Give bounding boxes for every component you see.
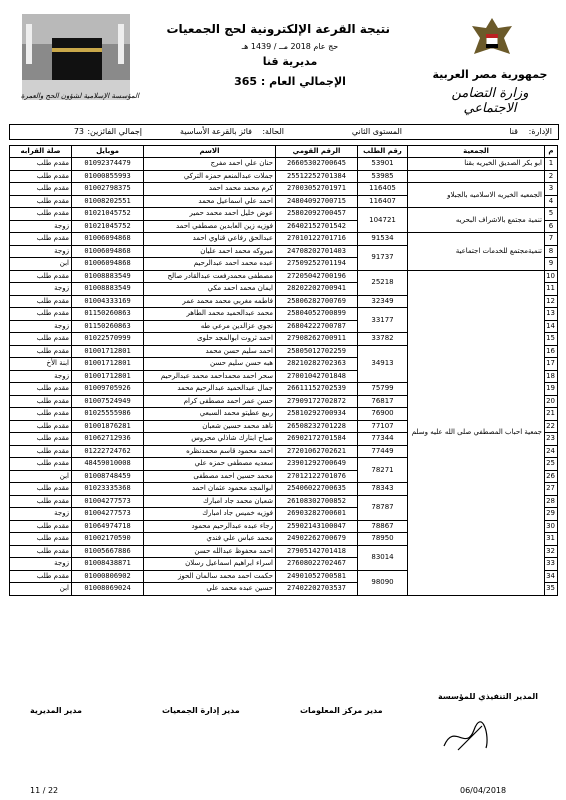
- row-index: 11: [545, 283, 558, 296]
- request-number: 104721: [358, 208, 408, 233]
- national-id: 27201062702621: [276, 445, 358, 458]
- request-number: 77449: [358, 445, 408, 458]
- request-number: 83014: [358, 545, 408, 570]
- person-name: جملات عبدالمنعم حمزه التركي: [144, 170, 276, 183]
- mobile-number: 01092374479: [72, 158, 144, 171]
- request-number: 76900: [358, 408, 408, 421]
- person-name: سحر احمد محمداحمد محمد عبدالرحيم: [144, 370, 276, 383]
- exec-head-label: المدير التنفيذي للمؤسسة: [438, 692, 539, 701]
- mobile-number: 01004333169: [72, 295, 144, 308]
- person-name: احمد محفوظ عبدالله حسن: [144, 545, 276, 558]
- relation: مقدم طلب: [10, 445, 72, 458]
- relation: مقدم طلب: [10, 183, 72, 196]
- person-name: رجاء عبده عبدالرحيم محمود: [144, 520, 276, 533]
- total-label: الإجمالي العام :: [260, 75, 346, 88]
- request-number: 77107: [358, 420, 408, 433]
- row-index: 26: [545, 470, 558, 483]
- mobile-number: 01150260863: [72, 308, 144, 321]
- relation: مقدم طلب: [10, 270, 72, 283]
- relation: مقدم طلب: [10, 408, 72, 421]
- col-header: موبايل: [72, 146, 144, 158]
- request-number: 78867: [358, 520, 408, 533]
- relation: ابنة الأخ: [10, 358, 72, 371]
- national-id: 25802092700457: [276, 208, 358, 221]
- table-body: [10, 158, 558, 596]
- row-index: 30: [545, 520, 558, 533]
- row-index: 5: [545, 208, 558, 221]
- request-number: 116407: [358, 195, 408, 208]
- national-id: 25810292700934: [276, 408, 358, 421]
- person-name: فوزيه زين العابدين مصطفي احمد: [144, 220, 276, 233]
- mobile-number: 01008202551: [72, 195, 144, 208]
- mobile-number: 01005667886: [72, 545, 144, 558]
- person-name: جمال عبدالحميد عبدالرحيم محمد: [144, 383, 276, 396]
- winners-label: إجمالي الفائزين:: [87, 127, 142, 136]
- row-index: 16: [545, 345, 558, 358]
- association-cell: تنميةمجتمع للخدمات اجتماعية: [408, 233, 545, 271]
- request-number: 77344: [358, 433, 408, 446]
- person-name: محمد عبدالحميد محمد الطاهر: [144, 308, 276, 321]
- row-index: 8: [545, 245, 558, 258]
- mobile-number: 01002170590: [72, 533, 144, 546]
- relation: مقدم طلب: [10, 533, 72, 546]
- eagle-emblem-icon: [466, 14, 518, 66]
- person-name: احمد علي اسماعيل محمد: [144, 195, 276, 208]
- request-number: 78950: [358, 533, 408, 546]
- republic-label: جمهورية مصر العربية: [432, 68, 548, 81]
- national-id: 26804222700787: [276, 320, 358, 333]
- national-id: 25804052700899: [276, 308, 358, 321]
- row-index: 25: [545, 458, 558, 471]
- mobile-number: 48459010008: [72, 458, 144, 471]
- relation: مقدم طلب: [10, 495, 72, 508]
- relation: ابن: [10, 258, 72, 271]
- person-name: كرم محمد محمد احمد: [144, 183, 276, 196]
- national-id: 24708202701403: [276, 245, 358, 258]
- relation: مقدم طلب: [10, 458, 72, 471]
- relation: ابن: [10, 470, 72, 483]
- person-name: احمد محمود قاسم محمدنظره: [144, 445, 276, 458]
- request-number: 53901: [358, 158, 408, 171]
- mobile-number: 01025555986: [72, 408, 144, 421]
- row-index: 34: [545, 570, 558, 583]
- col-header: صلة القرابه: [10, 146, 72, 158]
- mobile-number: 01008438871: [72, 558, 144, 571]
- national-id: 25806282700769: [276, 295, 358, 308]
- admin-label: الإدارة:: [528, 127, 552, 136]
- info-head-label: مدير مركز المعلومات: [300, 706, 383, 715]
- person-name: حكمت احمد محمد سالمان الحوز: [144, 570, 276, 583]
- status-value: فائز بالقرعة الأساسية: [180, 127, 252, 136]
- national-id: 27905142701418: [276, 545, 358, 558]
- signature-mark: [438, 716, 498, 756]
- mobile-number: 01008069024: [72, 583, 144, 596]
- row-index: 28: [545, 495, 558, 508]
- mobile-number: 01002798375: [72, 183, 144, 196]
- person-name: محمد حسين احمد مصطفى: [144, 470, 276, 483]
- association-cell: تنمية مجتمع بالاشراف البحريه: [408, 208, 545, 233]
- row-index: 7: [545, 233, 558, 246]
- national-id: 27001042701848: [276, 370, 358, 383]
- request-number: 75799: [358, 383, 408, 396]
- relation: مقدم طلب: [10, 195, 72, 208]
- ministry-label: وزارة التضامن الاجتماعي: [451, 86, 529, 116]
- winners-value: 73: [73, 127, 84, 136]
- org-caption: المؤسسة الإسلامية لشؤون الحج والعمرة: [20, 92, 140, 100]
- row-index: 4: [545, 195, 558, 208]
- request-number: 32349: [358, 295, 408, 308]
- person-name: شعبان محمد جاد امبارك: [144, 495, 276, 508]
- directorate-label: مديرية قنا: [262, 55, 318, 68]
- row-index: 9: [545, 258, 558, 271]
- person-name: حسين عبده محمد علي: [144, 583, 276, 596]
- request-number: 25218: [358, 270, 408, 295]
- national-id: 27509252701194: [276, 258, 358, 271]
- relation: زوجة: [10, 320, 72, 333]
- mobile-number: 01023335368: [72, 483, 144, 496]
- mobile-number: 01150260863: [72, 320, 144, 333]
- mobile-number: 01004277573: [72, 508, 144, 521]
- mobile-number: 01006094868: [72, 245, 144, 258]
- person-name: حنان علي احمد مفرج: [144, 158, 276, 171]
- association-cell: [408, 170, 545, 183]
- national-id: 25406022700635: [276, 483, 358, 496]
- person-name: محمد عباس علي فندي: [144, 533, 276, 546]
- national-id: 27402202703537: [276, 583, 358, 596]
- mobile-number: 01009705926: [72, 383, 144, 396]
- row-index: 13: [545, 308, 558, 321]
- relation: مقدم طلب: [10, 333, 72, 346]
- person-name: سعديه مصطفى حمزه علي: [144, 458, 276, 471]
- relation: مقدم طلب: [10, 483, 72, 496]
- mobile-number: 01004277573: [72, 495, 144, 508]
- national-id: 28210282702363: [276, 358, 358, 371]
- mobile-number: 01001876281: [72, 420, 144, 433]
- request-number: 53985: [358, 170, 408, 183]
- national-id: 26605302700645: [276, 158, 358, 171]
- association-cell: الجمعيه الخيريه الاسلاميه بالجبلاو: [408, 183, 545, 208]
- relation: مقدم طلب: [10, 308, 72, 321]
- relation: مقدم طلب: [10, 433, 72, 446]
- relation: مقدم طلب: [10, 345, 72, 358]
- status-label: الحالة:: [262, 127, 284, 136]
- page-subtitle: حج عام 2018 مــ / 1439 هـ: [241, 42, 339, 51]
- col-header: الرقم القومي: [276, 146, 358, 158]
- request-number: 34913: [358, 345, 408, 383]
- col-header: رقم الطلب: [358, 146, 408, 158]
- mobile-number: 01008883549: [72, 283, 144, 296]
- national-id: 23901292700649: [276, 458, 358, 471]
- mobile-number: 01001712801: [72, 345, 144, 358]
- person-name: مصطفى محمدرفعت عبدالقادر صالح: [144, 270, 276, 283]
- table-row: [10, 183, 558, 196]
- mobile-number: 01006094868: [72, 233, 144, 246]
- person-name: عبده محمد احمد عبدالرحيم: [144, 258, 276, 271]
- person-name: ناهد محمد حسين شعبان: [144, 420, 276, 433]
- relation: مقدم طلب: [10, 545, 72, 558]
- total-line: [190, 75, 390, 88]
- col-header: الجمعية: [408, 146, 545, 158]
- request-number: 33177: [358, 308, 408, 333]
- row-index: 29: [545, 508, 558, 521]
- page-header: [0, 0, 566, 125]
- mobile-number: 01222724762: [72, 445, 144, 458]
- relation: مقدم طلب: [10, 208, 72, 221]
- row-index: 21: [545, 408, 558, 421]
- kaaba-photo: [22, 14, 130, 100]
- mobile-number: 01001712801: [72, 370, 144, 383]
- national-id: 26508232701228: [276, 420, 358, 433]
- row-index: 15: [545, 333, 558, 346]
- mobile-number: 01022570999: [72, 333, 144, 346]
- row-index: 27: [545, 483, 558, 496]
- request-number: 76817: [358, 395, 408, 408]
- person-name: اسراء ابراهيم اسماعيل رسلان: [144, 558, 276, 571]
- level-label: المستوى الثاني: [351, 127, 402, 136]
- person-name: حسن عمر احمد مصطفى كرام: [144, 395, 276, 408]
- row-index: 18: [545, 370, 558, 383]
- person-name: فوزيه خميس جاد امبارك: [144, 508, 276, 521]
- relation: مقدم طلب: [10, 383, 72, 396]
- table-row: [10, 270, 558, 283]
- row-index: 33: [545, 558, 558, 571]
- directorate-head-label: مدير المديرية: [30, 706, 82, 715]
- row-index: 14: [545, 320, 558, 333]
- national-id: 27909172702872: [276, 395, 358, 408]
- national-id: 24902262700679: [276, 533, 358, 546]
- relation: مقدم طلب: [10, 420, 72, 433]
- national-id: 24901052700581: [276, 570, 358, 583]
- row-index: 12: [545, 295, 558, 308]
- national-id: 27205042700196: [276, 270, 358, 283]
- mobile-number: 01000855993: [72, 170, 144, 183]
- mobile-number: 01001712801: [72, 358, 144, 371]
- col-header: م: [545, 146, 558, 158]
- national-id: 27003052701971: [276, 183, 358, 196]
- row-index: 19: [545, 383, 558, 396]
- mobile-number: 01007524949: [72, 395, 144, 408]
- page-title: نتيجة القرعة الإلكترونية لحج الجمعيات: [166, 22, 390, 36]
- association-cell: جمعية احباب المصطفي صلى الله عليه وسلم: [408, 270, 545, 595]
- admin-value: قنا: [509, 127, 518, 136]
- row-index: 31: [545, 533, 558, 546]
- national-id: 25902143100047: [276, 520, 358, 533]
- person-name: هبه حسن سليم حسن: [144, 358, 276, 371]
- mobile-number: 01008748459: [72, 470, 144, 483]
- total-value: 365: [234, 75, 258, 88]
- table-header-row: [10, 146, 558, 158]
- print-date: 06/04/2018: [460, 786, 507, 795]
- row-index: 2: [545, 170, 558, 183]
- national-id: 26402152701542: [276, 220, 358, 233]
- relation: مقدم طلب: [10, 233, 72, 246]
- mobile-number: 01008883549: [72, 270, 144, 283]
- request-number: 91534: [358, 233, 408, 246]
- table-row: [10, 170, 558, 183]
- relation: زوجة: [10, 370, 72, 383]
- row-index: 24: [545, 445, 558, 458]
- person-name: احمد سليم حسن محمد: [144, 345, 276, 358]
- request-number: 33782: [358, 333, 408, 346]
- row-index: 10: [545, 270, 558, 283]
- mobile-number: 01006094868: [72, 258, 144, 271]
- page-number: 11 / 22: [30, 786, 59, 795]
- table-row: [10, 158, 558, 171]
- person-name: ايمان محمد احمد مكي: [144, 283, 276, 296]
- assoc-head-label: مدير إدارة الجمعيات: [162, 706, 240, 715]
- row-index: 1: [545, 158, 558, 171]
- table-row: [10, 208, 558, 221]
- mobile-number: 01000806902: [72, 570, 144, 583]
- request-number: 78271: [358, 458, 408, 483]
- national-id: 28202202700941: [276, 283, 358, 296]
- col-header: الاسم: [144, 146, 276, 158]
- person-name: فاطمه مغربي محمد محمد عمر: [144, 295, 276, 308]
- info-bar: [9, 124, 559, 140]
- person-name: نجوي عزالدين مرعي طه: [144, 320, 276, 333]
- national-id: 25805012702259: [276, 345, 358, 358]
- person-name: مبروكه محمد احمد عليان: [144, 245, 276, 258]
- request-number: 91737: [358, 245, 408, 270]
- row-index: 17: [545, 358, 558, 371]
- row-index: 23: [545, 433, 558, 446]
- row-index: 20: [545, 395, 558, 408]
- relation: مقدم طلب: [10, 295, 72, 308]
- relation: ابن: [10, 583, 72, 596]
- request-number: 116405: [358, 183, 408, 196]
- person-name: عوض خليل احمد محمد حمير: [144, 208, 276, 221]
- mobile-number: 01021045752: [72, 208, 144, 221]
- row-index: 32: [545, 545, 558, 558]
- request-number: 78787: [358, 495, 408, 520]
- national-id: 27908262700911: [276, 333, 358, 346]
- relation: زوجة: [10, 245, 72, 258]
- national-id: 26903282700601: [276, 508, 358, 521]
- row-index: 3: [545, 183, 558, 196]
- national-id: 24804092700715: [276, 195, 358, 208]
- national-id: 26108302700852: [276, 495, 358, 508]
- person-name: صباح ابتارك شاذلي محروس: [144, 433, 276, 446]
- person-name: احمد ثروت ابوالمجد حلوى: [144, 333, 276, 346]
- row-index: 35: [545, 583, 558, 596]
- relation: زوجة: [10, 558, 72, 571]
- national-id: 25512252701384: [276, 170, 358, 183]
- national-id: 27012122701076: [276, 470, 358, 483]
- national-id: 27608022702467: [276, 558, 358, 571]
- row-index: 6: [545, 220, 558, 233]
- person-name: ربيع عطيتو محمد السبعي: [144, 408, 276, 421]
- relation: زوجة: [10, 283, 72, 296]
- person-name: عبدالحق رفاعي قناوي احمد: [144, 233, 276, 246]
- mobile-number: 01062712936: [72, 433, 144, 446]
- association-cell: ابو بكر الصديق الخيريه بقنا: [408, 158, 545, 171]
- relation: مقدم طلب: [10, 158, 72, 171]
- relation: زوجة: [10, 220, 72, 233]
- national-id: 26902172701584: [276, 433, 358, 446]
- table-row: [10, 233, 558, 246]
- relation: مقدم طلب: [10, 520, 72, 533]
- relation: زوجة: [10, 508, 72, 521]
- relation: مقدم طلب: [10, 570, 72, 583]
- mobile-number: 01064974718: [72, 520, 144, 533]
- relation: مقدم طلب: [10, 170, 72, 183]
- request-number: 98090: [358, 570, 408, 595]
- national-id: 27010122701716: [276, 233, 358, 246]
- request-number: 78343: [358, 483, 408, 496]
- mobile-number: 01021045752: [72, 220, 144, 233]
- person-name: ابوالمجد محمود عثمان احمد: [144, 483, 276, 496]
- row-index: 22: [545, 420, 558, 433]
- winners-table: [9, 145, 558, 596]
- relation: مقدم طلب: [10, 395, 72, 408]
- national-id: 26611152702539: [276, 383, 358, 396]
